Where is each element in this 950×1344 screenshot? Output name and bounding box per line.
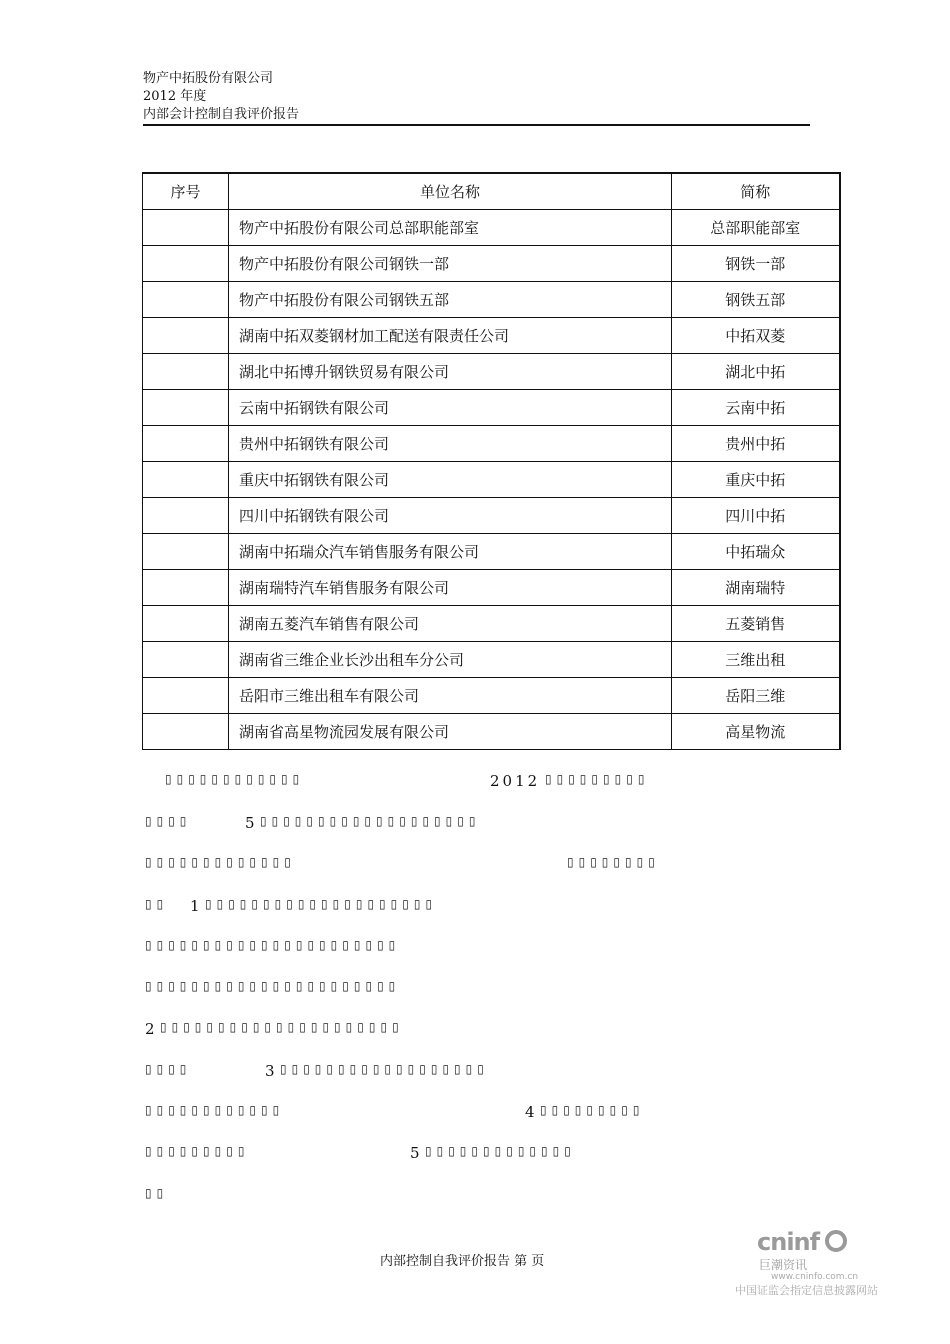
table-row xyxy=(143,318,840,354)
cell-abbr: 岳阳三维 xyxy=(672,678,840,714)
column-header-abbr: 简称 xyxy=(672,173,840,210)
cell-abbr: 五菱销售 xyxy=(672,606,840,642)
cell-abbr: 中拓双菱 xyxy=(672,318,840,354)
table-row xyxy=(143,678,840,714)
cell-no xyxy=(143,390,229,426)
cell-abbr: 钢铁一部 xyxy=(672,246,840,282)
cell-unit-name: 物产中拓股份有限公司钢铁一部 xyxy=(229,246,672,282)
cell-abbr: 钢铁五部 xyxy=(672,282,840,318)
column-header-name: 单位名称 xyxy=(229,173,672,210)
cell-unit-name: 云南中拓钢铁有限公司 xyxy=(229,390,672,426)
body-text-fragment: ▯▯▯▯▯▯▯▯▯▯▯▯ xyxy=(145,1103,285,1117)
body-text-fragment: ▯▯▯▯▯▯▯▯ xyxy=(567,855,660,869)
table-row xyxy=(143,390,840,426)
body-text-fragment: ▯▯▯▯▯▯▯▯▯▯▯▯▯▯▯▯▯▯▯▯▯▯ xyxy=(145,938,401,952)
cell-no xyxy=(143,246,229,282)
cell-abbr: 贵州中拓 xyxy=(672,426,840,462)
body-text-fragment: ▯▯▯▯▯▯▯▯▯ xyxy=(545,772,650,786)
cell-unit-name: 岳阳市三维出租车有限公司 xyxy=(229,678,672,714)
column-header-no: 序号 xyxy=(143,173,229,210)
logo-swirl-icon xyxy=(825,1230,847,1252)
logo-brand: cninf xyxy=(757,1228,820,1256)
cell-no xyxy=(143,318,229,354)
table-row xyxy=(143,210,840,246)
body-text-fragment: ▯▯▯▯▯▯▯▯▯▯▯▯▯▯▯▯▯▯▯ xyxy=(260,814,481,828)
body-text-fragment: ▯▯▯▯▯▯▯▯▯ xyxy=(540,1103,645,1117)
cninfo-logo xyxy=(735,1228,885,1298)
cell-abbr: 高星物流 xyxy=(672,714,840,750)
table-row xyxy=(143,282,840,318)
logo-brand-cn: 巨潮资讯 xyxy=(759,1258,808,1272)
body-text-fragment: ▯▯▯▯▯▯▯▯▯▯▯▯▯▯▯▯▯▯▯▯▯ xyxy=(160,1020,404,1034)
cell-no xyxy=(143,210,229,246)
body-text-fragment: ▯▯▯▯▯▯▯▯▯▯▯▯▯ xyxy=(145,855,296,869)
unit-table xyxy=(142,172,841,750)
table-row xyxy=(143,534,840,570)
body-text-fragment: ▯▯▯▯▯▯▯▯▯▯▯▯▯▯▯▯▯▯▯▯▯▯ xyxy=(145,979,401,993)
cell-abbr: 云南中拓 xyxy=(672,390,840,426)
table-row xyxy=(143,246,840,282)
cell-unit-name: 重庆中拓钢铁有限公司 xyxy=(229,462,672,498)
cell-abbr: 中拓瑞众 xyxy=(672,534,840,570)
body-text-fragment: ▯▯ xyxy=(145,897,169,911)
page-footer: 内部控制自我评价报告 第 页 xyxy=(380,1254,545,1269)
table-row xyxy=(143,714,840,750)
table-row xyxy=(143,606,840,642)
cell-unit-name: 湖南五菱汽车销售有限公司 xyxy=(229,606,672,642)
cell-unit-name: 物产中拓股份有限公司总部职能部室 xyxy=(229,210,672,246)
cell-abbr: 四川中拓 xyxy=(672,498,840,534)
body-number: 5 xyxy=(245,814,258,832)
body-number: 3 xyxy=(265,1062,278,1080)
cell-abbr: 湖南瑞特 xyxy=(672,570,840,606)
body-number: 2 xyxy=(145,1020,158,1038)
table-row xyxy=(143,426,840,462)
cell-abbr: 重庆中拓 xyxy=(672,462,840,498)
table-row xyxy=(143,354,840,390)
cell-unit-name: 湖南省高星物流园发展有限公司 xyxy=(229,714,672,750)
cell-no xyxy=(143,534,229,570)
cell-abbr: 三维出租 xyxy=(672,642,840,678)
table-header-row xyxy=(143,173,840,210)
cell-no xyxy=(143,678,229,714)
body-text-fragment: ▯▯▯▯▯▯▯▯▯▯▯▯ xyxy=(165,772,305,786)
cell-unit-name: 湖北中拓博升钢铁贸易有限公司 xyxy=(229,354,672,390)
cell-unit-name: 四川中拓钢铁有限公司 xyxy=(229,498,672,534)
cell-no xyxy=(143,606,229,642)
cell-no xyxy=(143,354,229,390)
cell-no xyxy=(143,570,229,606)
cell-unit-name: 湖南省三维企业长沙出租车分公司 xyxy=(229,642,672,678)
cell-unit-name: 物产中拓股份有限公司钢铁五部 xyxy=(229,282,672,318)
header-year: 2012 年度 xyxy=(143,89,207,104)
body-number: 4 xyxy=(525,1103,538,1121)
table-row xyxy=(143,570,840,606)
body-number: 2012 xyxy=(490,772,541,790)
cell-no xyxy=(143,282,229,318)
cell-unit-name: 湖南中拓瑞众汽车销售服务有限公司 xyxy=(229,534,672,570)
logo-caption: 中国证监会指定信息披露网站 xyxy=(735,1284,878,1297)
body-number: 1 xyxy=(190,897,203,915)
body-text-fragment: ▯▯▯▯ xyxy=(145,1062,192,1076)
header-rule xyxy=(143,124,810,126)
table-row xyxy=(143,498,840,534)
body-text-fragment: ▯▯▯▯ xyxy=(145,814,192,828)
body-text-fragment: ▯▯ xyxy=(145,1186,169,1200)
table-row xyxy=(143,642,840,678)
cell-unit-name: 湖南中拓双菱钢材加工配送有限责任公司 xyxy=(229,318,672,354)
body-text-fragment: ▯▯▯▯▯▯▯▯▯▯▯▯▯▯▯▯▯▯ xyxy=(280,1062,489,1076)
cell-no xyxy=(143,642,229,678)
header-report-title: 内部会计控制自我评价报告 xyxy=(143,107,300,122)
cell-no xyxy=(143,426,229,462)
cell-unit-name: 贵州中拓钢铁有限公司 xyxy=(229,426,672,462)
body-text-fragment: ▯▯▯▯▯▯▯▯▯▯▯▯▯▯▯▯▯▯▯▯ xyxy=(205,897,438,911)
cell-no xyxy=(143,462,229,498)
header-company: 物产中拓股份有限公司 xyxy=(143,71,274,86)
body-number: 5 xyxy=(410,1144,423,1162)
cell-no xyxy=(143,498,229,534)
logo-url: www.cninfo.com.cn xyxy=(771,1272,859,1282)
body-text-fragment: ▯▯▯▯▯▯▯▯▯▯▯▯▯ xyxy=(425,1144,576,1158)
cell-abbr: 湖北中拓 xyxy=(672,354,840,390)
cell-unit-name: 湖南瑞特汽车销售服务有限公司 xyxy=(229,570,672,606)
body-text-fragment: ▯▯▯▯▯▯▯▯▯ xyxy=(145,1144,250,1158)
cell-no xyxy=(143,714,229,750)
table-row xyxy=(143,462,840,498)
page-header xyxy=(143,70,299,124)
cell-abbr: 总部职能部室 xyxy=(672,210,840,246)
